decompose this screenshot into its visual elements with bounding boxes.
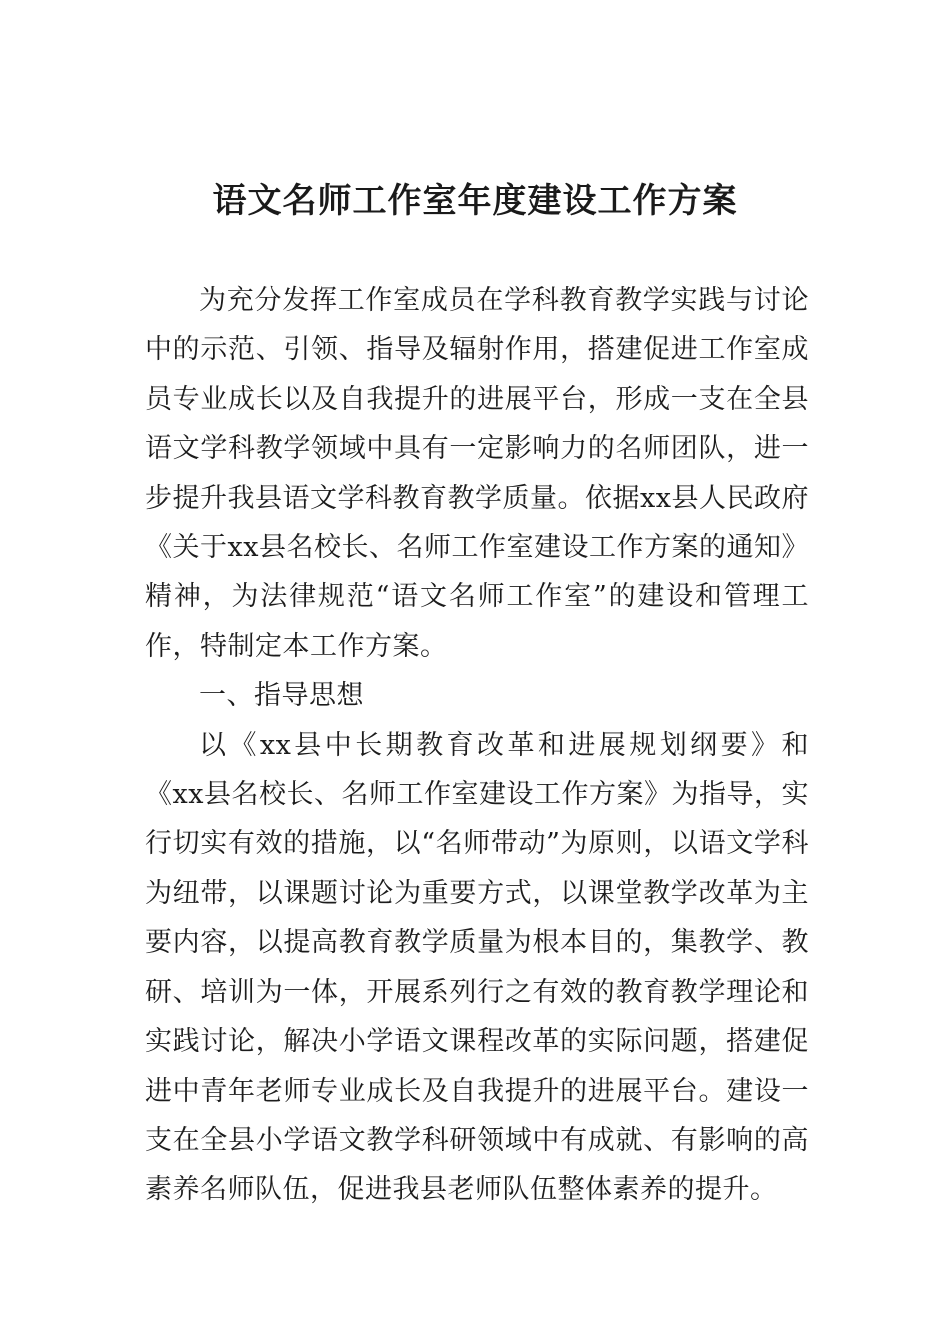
section-paragraph-guiding-ideology: 以《xx县中长期教育改革和进展规划纲要》和《xx县名校长、名师工作室建设工作方案》为指导，实行切实有效的措施，以“名师带动”为原则，以语文学科为纽带，以课题讨论为重要方式，以课堂教学改革为主要内容，以提高教育教学质量为根本目的，集教学、教研、培训为一体，开展系列行之有效的教育教学理论和实践讨论，解决小学语文课程改革的实际问题，搭建促进中青年老师专业成长及自我提升的进展平台。建设一支在全县小学语文教学科研领域中有成就、有影响的高素养名师队伍，促进我县老师队伍整体素养的提升。 [145,729,809,1206]
document-title: 语文名师工作室年度建设工作方案 [212,181,738,221]
document-body [145,276,809,1215]
intro-paragraph: 为充分发挥工作室成员在学科教育教学实践与讨论中的示范、引领、指导及辐射作用，搭建促进工作室成员专业成长以及自我提升的进展平台，形成一支在全县语文学科教学领域中具有一定影响力的名师团队，进一步提升我县语文学科教育教学质量。依据xx县人民政府《关于xx县名校长、名师工作室建设工作方案的通知》精神，为法律规范“语文名师工作室”的建设和管理工作，特制定本工作方案。 [145,285,809,662]
section-heading-guiding-ideology: 一、指导思想 [199,680,364,712]
